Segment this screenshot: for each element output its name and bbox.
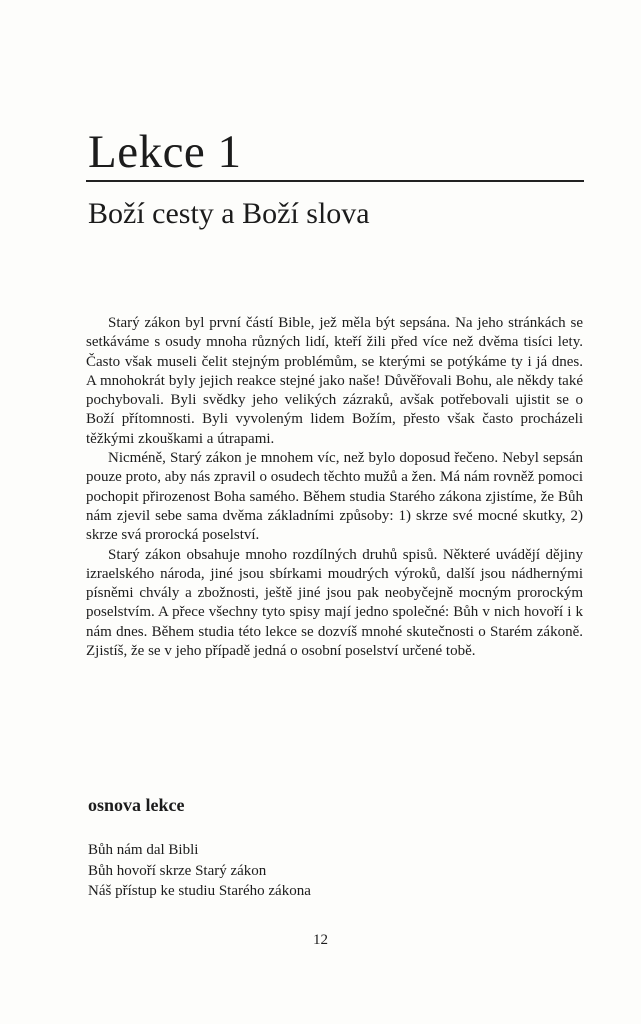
outline-item: Bůh hovoří skrze Starý zákon <box>88 862 267 879</box>
lesson-subtitle: Boží cesty a Boží slova <box>88 197 370 230</box>
outline-item: Náš přístup ke studiu Starého zákona <box>88 883 311 899</box>
paragraph-2: Nicméně, Starý zákon je mnohem víc, než bylo doposud řečeno. Nebyl sepsán pouze proto, aby nás zpravil o osudech těchto mužů a žen. Má nám rovněž pomoci pochopit přirozenost Boha samého. Během studia Starého zákona zjistíme, že Bůh nám zjevil sebe sama dvěma základními způsoby: 1) skrze své mocné skutky, 2) skrze svá prorocká poselství. <box>86 450 583 544</box>
paragraph-1: Starý zákon byl první částí Bible, jež měla být sepsána. Na jeho stránkách se setkáváme s osudy mnoha různých lidí, kteří žili před více než dvěma tisíci lety. Často však museli čelit stejným problémům, se kterými se potýkáme ty i já dnes. A mnohokrát byly jejich reakce stejné jako naše! Důvěřovali Bohu, ale někdy také pochybovali. Byli svědky jeho velikých zázraků, avšak potřebovali ujistit se o Boží přítomnosti. Byli vyvoleným lidem Božím, přesto však často procházeli těžkými zkouškami a útrapami. <box>86 315 583 447</box>
paragraph-3: Starý zákon obsahuje mnoho rozdílných druhů spisů. Některé uvádějí dějiny izraelského národa, jiné jsou sbírkami moudrých výroků, další jsou nádhernými písněmi chvály a zbožnosti, ještě jiné jsou pak neobyčejně mocným prorockým poselstvím. A přece všechny tyto spisy mají jedno společné: Bůh v nich hovoří i k nám dnes. Během studia této lekce se dozvíš mnohé skutečnosti o Starém zákoně. Zjistíš, že se v jeho případě jedná o osobní poselství určené tobě. <box>86 546 583 660</box>
outline-item: Bůh nám dal Bibli <box>88 842 199 858</box>
heading-divider <box>86 180 584 182</box>
outline-list <box>88 840 311 902</box>
page-number: 12 <box>313 932 328 948</box>
body-text <box>86 314 583 661</box>
outline-heading: osnova lekce <box>88 795 185 815</box>
lesson-heading: Lekce 1 <box>88 126 242 178</box>
